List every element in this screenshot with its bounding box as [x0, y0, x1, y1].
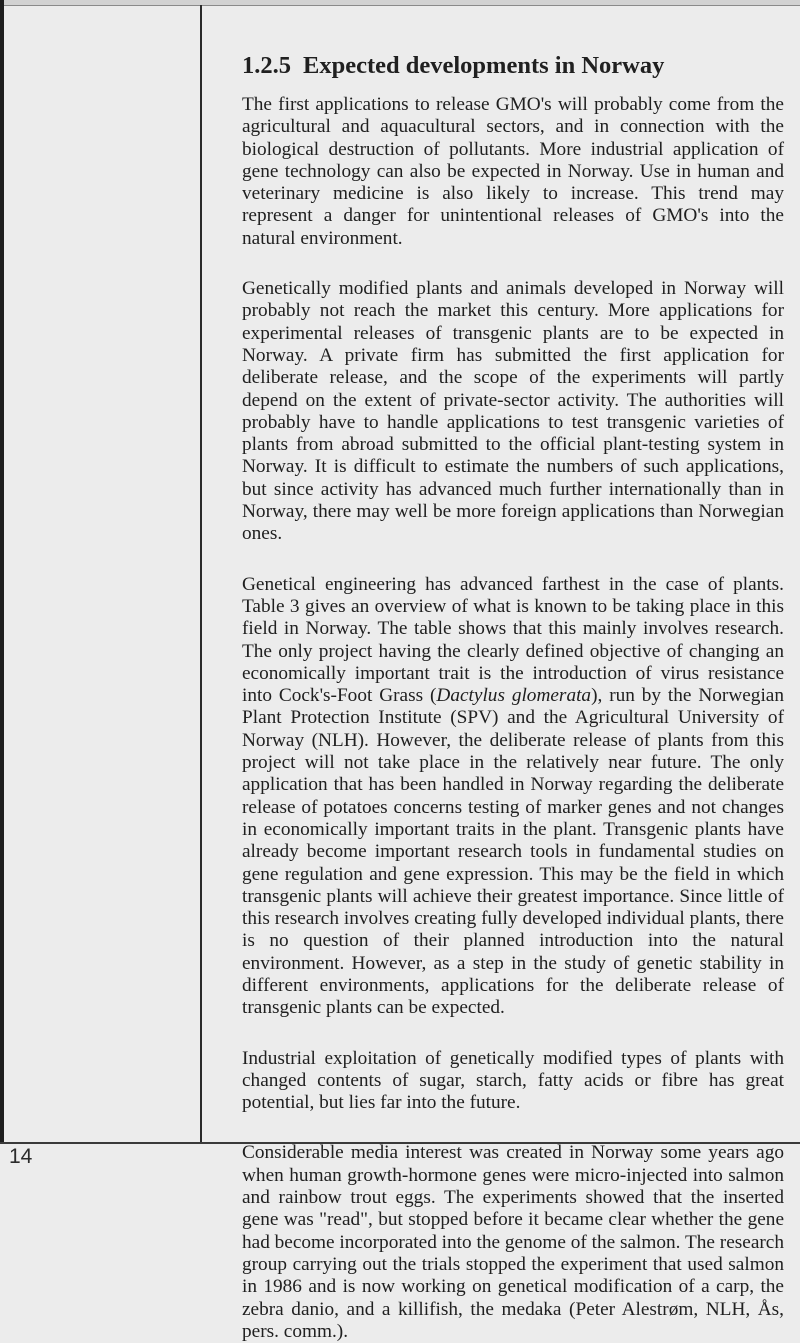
paragraph-4: Industrial exploitation of genetically modified types of plants with changed contents of sugar, starch, fatty acids or fibre has great potential, but lies far into the future.: [242, 1047, 784, 1114]
paragraph-2: Genetically modified plants and animals developed in Norway will probably not reach the market this century. More applications for experimental releases of transgenic plants are to be expected in Norway. A private firm has submitted the first application for deliberate release, and the scope of the experiments will partly depend on the extent of private-sector activity. The authorities will probably have to handle applications to test transgenic varieties of plants from abroad submitted to the official plant-testing system in Norway. It is difficult to estimate the numbers of such applications, but since activity has advanced much further internationally than in Norway, there may well be more foreign applications than Norwegian ones.: [242, 278, 784, 545]
top-rule: [0, 0, 800, 6]
section-number: 1.2.5: [242, 52, 291, 79]
main-content: [242, 52, 784, 1343]
page-number: 14: [9, 1145, 33, 1168]
paragraph-1: The first applications to release GMO's will probably come from the agricultural and aquacultural sectors, and in connection with the biological destruction of pollutants. More industrial application of gene technology can also be expected in Norway. Use in human and veterinary medicine is also likely to increase. This trend may represent a danger for unintentional releases of GMO's into the natural environment.: [242, 94, 784, 249]
paragraph-3-text-end: ), run by the Norwegian Plant Protection Institute (SPV) and the Agricultural University of Norway (NLH). However, the deliberate release of plants from this project will not take place in the relatively near future. The only application that has been handled in Norway regarding the deliberate release of potatoes concerns testing of marker genes and not changes in economically important traits in the plant. Transgenic plants have already become important research tools in fundamental studies on gene regulation and gene expression. This may be the field in which transgenic plants will achieve their greatest importance. Since little of this research involves creating fully developed individual plants, there is no question of their planned introduction into the natural environment. However, as a step in the study of genetic stability in different environments, applications for the deliberate release of transgenic plants can be expected.: [242, 685, 784, 1019]
species-name: Dactylus glomerata: [436, 685, 592, 707]
left-edge-rule: [0, 0, 4, 1144]
paragraph-3: [242, 574, 784, 1020]
section-title: Expected developments in Norway: [303, 52, 665, 79]
paragraph-5: Considerable media interest was created in Norway some years ago when human growth-hormone genes were micro-injected into salmon and rainbow trout eggs. The experiments showed that the inserted gene was "read", but stopped before it became clear whether the gene had become incorporated into the genome of the salmon. The research group carrying out the trials stopped the experiment that used salmon in 1986 and is now working on genetical modification of a carp, the zebra danio, and a killifish, the medaka (Peter Alestrøm, NLH, Ås, pers. comm.).: [242, 1142, 784, 1342]
paragraph-3-text-start: Genetical engineering has advanced farthest in the case of plants. Table 3 gives an overview of what is known to be taking place in this field in Norway. The table shows that this mainly involves research. The only project having the clearly defined objective of changing an economically important trait is the introduction of virus resistance into Cock's-Foot Grass (: [242, 573, 784, 707]
section-heading: [242, 52, 784, 80]
margin-column-rule: [200, 5, 202, 1143]
